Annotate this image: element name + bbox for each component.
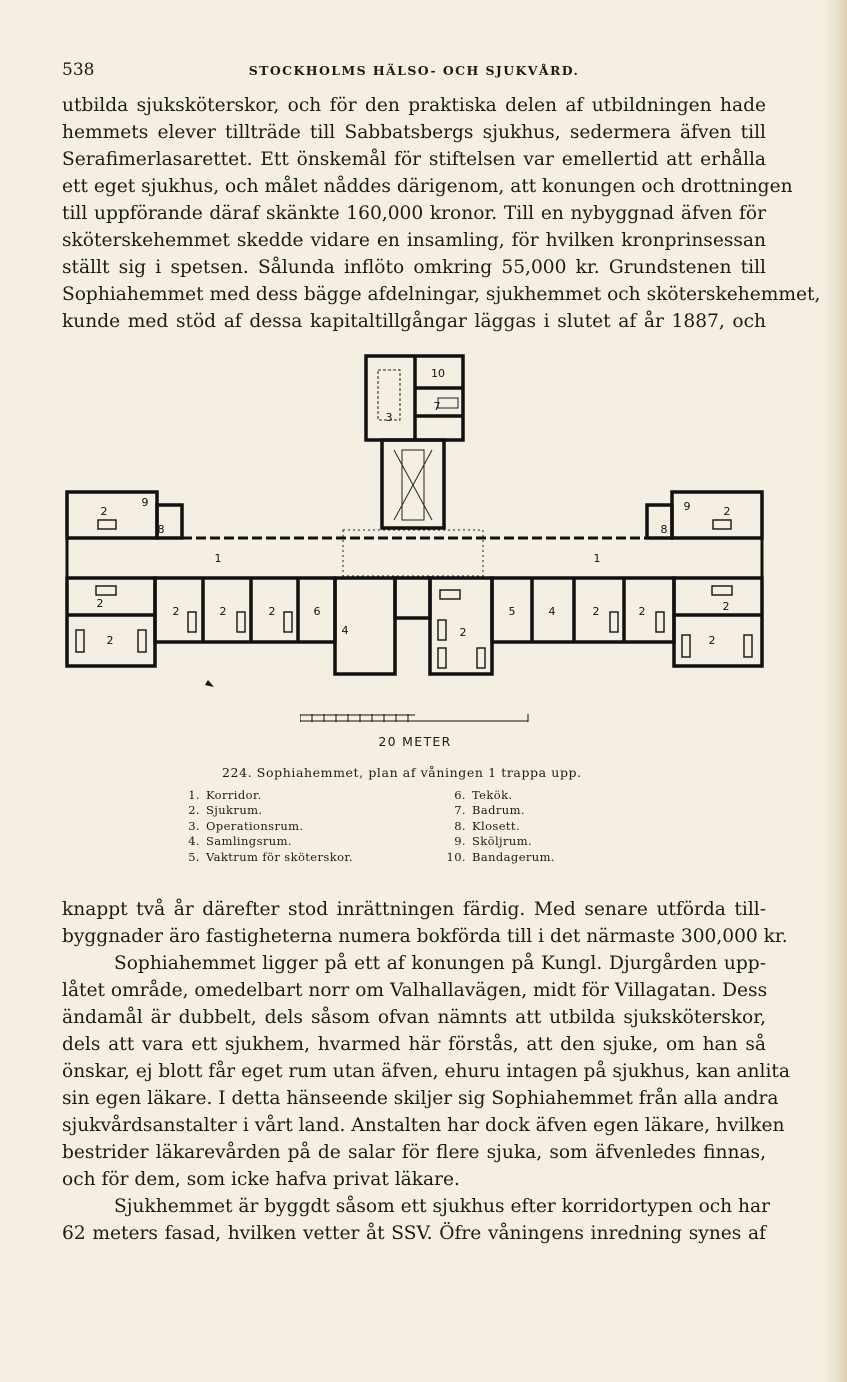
text-line: utbilda sjuksköterskor, och för den praktiska delen af utbildningen hade	[62, 95, 766, 116]
text-line: hemmets elever tillträde till Sabbatsbergs sjukhus, sedermera äfven till	[62, 122, 766, 143]
text-line: byggnader äro fastigheterna numera bokförda till i det närmaste 300,000 kr.	[62, 926, 788, 947]
page-edge-shadow	[825, 0, 847, 1382]
room-label: 2	[459, 626, 467, 639]
room-label: 8	[660, 523, 668, 536]
text-line: knappt två år därefter stod inrättningen färdig. Med senare utförda till-	[62, 899, 766, 920]
text-line: sköterskehemmet skedde vidare en insamling, för hvilken kronprinsessan	[62, 230, 766, 251]
room-label: 2	[268, 605, 276, 618]
text-line: ändamål är dubbelt, dels såsom ofvan nämnts att utbilda sjuksköterskor,	[62, 1007, 766, 1028]
paragraph-bottom	[62, 896, 790, 1247]
room-label: 4	[548, 605, 556, 618]
text-line: låtet område, omedelbart norr om Valhallavägen, midt för Villagatan. Dess	[62, 980, 768, 1001]
room-label: 5	[508, 605, 516, 618]
room-label: 8	[157, 523, 165, 536]
room-label: 2	[723, 505, 731, 518]
text-line: ett eget sjukhus, och målet nåddes därigenom, att konungen och drottningen	[62, 176, 793, 197]
room-label: 2	[592, 605, 600, 618]
legend-item: 9. Sköljrum.	[454, 834, 533, 849]
text-line: dels att vara ett sjukhem, hvarmed här förstås, att den sjuke, om han så	[62, 1034, 766, 1055]
text-line: önskar, ej blott får eget rum utan äfven, ehuru intagen på sjukhus, kan anlita	[62, 1061, 790, 1082]
legend-item: 10. Bandagerum.	[446, 849, 555, 864]
text-line: Serafimerlasarettet. Ett önskemål för stiftelsen var emellertid att erhålla	[62, 149, 766, 170]
room-label: 2	[708, 634, 716, 647]
legend-item: 2. Sjukrum.	[188, 803, 263, 818]
scale-label: 20 METER	[378, 734, 452, 749]
figure-caption: 224. Sophiahemmet, plan af våningen 1 trappa upp.	[222, 765, 582, 780]
text-line: Sophiahemmet med dess bägge afdelningar, sjukhemmet och sköterskehemmet,	[62, 284, 821, 305]
floor-plan	[60, 350, 770, 690]
room-label: 10	[431, 367, 445, 380]
legend-item: 4. Samlingsrum.	[188, 834, 292, 849]
legend-right	[446, 788, 555, 865]
room-label: 2	[172, 605, 180, 618]
room-label: 2	[722, 600, 730, 613]
text-line: kunde med stöd af dessa kapitaltillgångar läggas i slutet af år 1887, och	[62, 311, 766, 332]
text-line: ställt sig i spetsen. Sålunda inflöto omkring 55,000 kr. Grundstenen till	[62, 257, 766, 278]
room-label: 2	[100, 505, 108, 518]
room-label: 1	[214, 552, 222, 565]
page-header	[62, 60, 766, 84]
legend-item: 3. Operationsrum.	[188, 818, 304, 833]
wing-right-top	[672, 492, 762, 538]
room-label: 2	[106, 634, 114, 647]
legend-item: 6. Tekök.	[454, 788, 513, 802]
legend-item: 5. Vaktrum för sköterskor.	[188, 849, 354, 864]
room-label: 7	[433, 400, 441, 413]
text-line: sjukvårdsanstalter i vårt land. Anstalten har dock äfven egen läkare, hvilken	[62, 1115, 785, 1136]
running-head: STOCKHOLMS HÄLSO- OCH SJUKVÅRD.	[248, 63, 580, 78]
room-label: 9	[683, 500, 691, 513]
text-line: sin egen läkare. I detta hänseende skiljer sig Sophiahemmet från alla andra	[62, 1088, 779, 1109]
rooms-right	[492, 578, 674, 642]
text-line: och för dem, som icke hafva privat läkare.	[62, 1169, 460, 1190]
legend-item: 1. Korridor.	[188, 788, 262, 802]
wing-left-bottom	[67, 578, 155, 666]
room-label: 1	[593, 552, 601, 565]
text-line: bestrider läkarevården på de salar för flere sjuka, som äfvenledes finnas,	[62, 1142, 766, 1163]
room-label: 2	[638, 605, 646, 618]
text-line: Sjukhemmet är byggdt såsom ett sjukhus efter korridortypen och har	[114, 1196, 771, 1217]
room-label: 4	[341, 624, 349, 637]
north-arrow-icon	[205, 680, 214, 687]
scale-bar	[300, 712, 530, 726]
page-number: 538	[62, 60, 95, 80]
legend-item: 8. Klosett.	[454, 818, 520, 833]
text-line: till uppförande däraf skänkte 160,000 kronor. Till en nybyggnad äfven för	[62, 203, 766, 224]
legend-left	[180, 788, 353, 865]
room-label: 6	[313, 605, 321, 618]
text-line: Sophiahemmet ligger på ett af konungen på Kungl. Djurgården upp-	[114, 953, 766, 974]
wing-right-bottom	[674, 578, 762, 666]
room-label: 9	[141, 496, 149, 509]
room-label: 3	[385, 411, 393, 424]
room-label: 2	[219, 605, 227, 618]
room-label: 2	[96, 597, 104, 610]
text-line: 62 meters fasad, hvilken vetter åt SSV. Öfre våningens inredning synes af	[62, 1223, 766, 1244]
legend-item: 7. Badrum.	[454, 803, 525, 818]
paragraph-top	[62, 92, 821, 335]
